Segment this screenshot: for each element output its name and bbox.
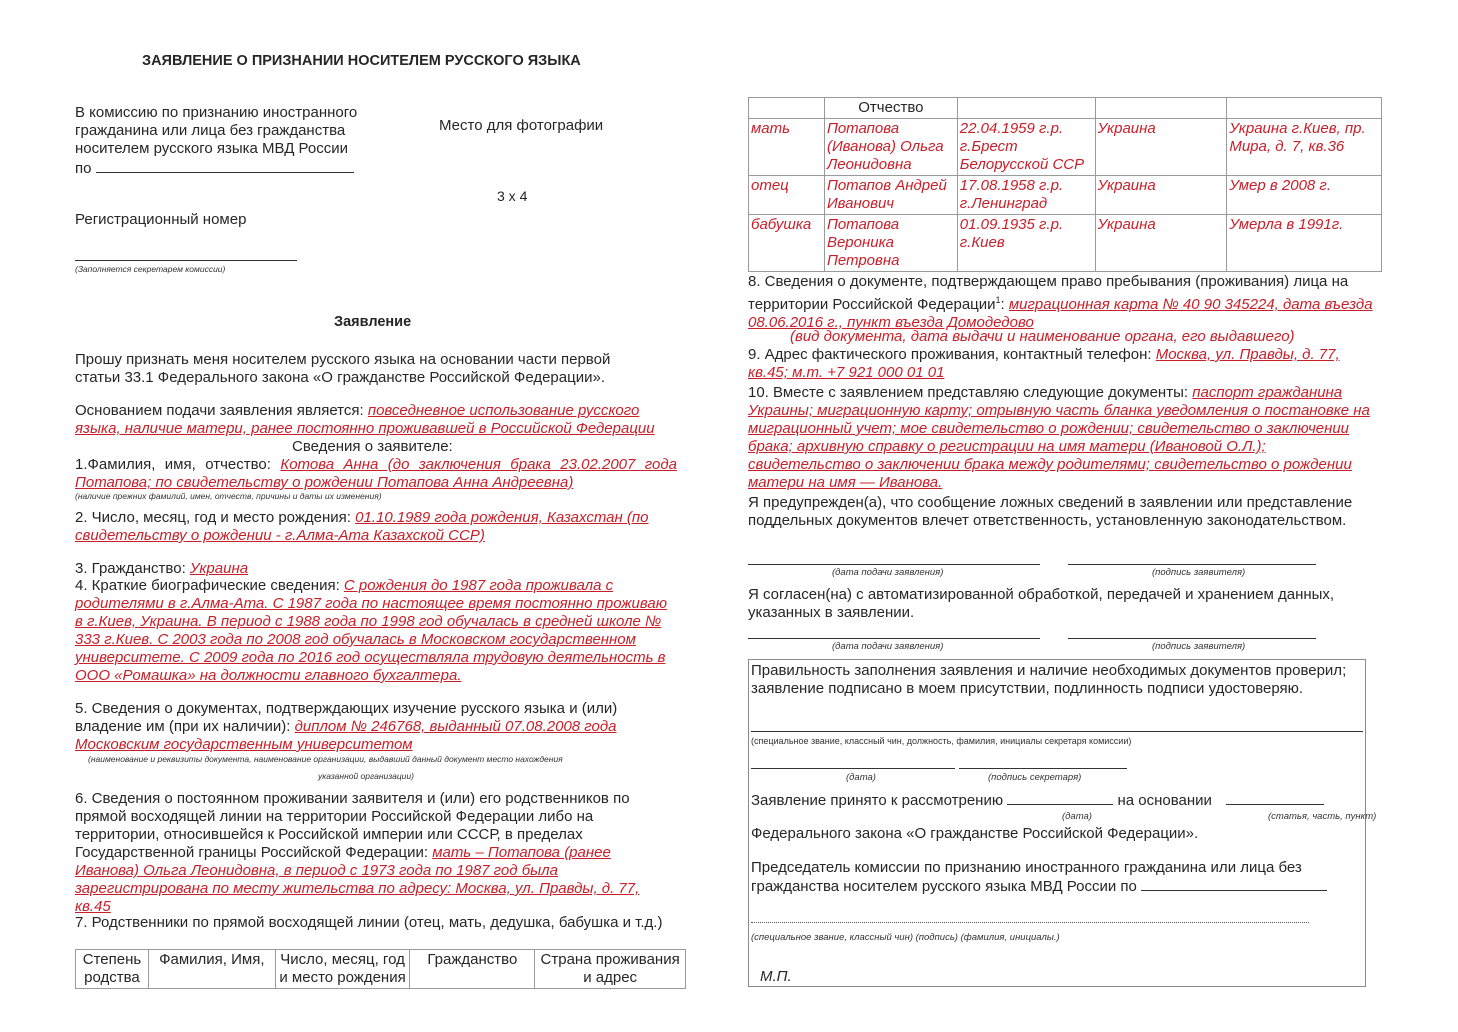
seal-placeholder: М.П.	[760, 968, 792, 985]
q10-block: 10. Вместе с заявлением представляю следующие документы: паспорт гражданина Украины; миграционную карту; отрывную часть бланка уведомления о постановке на миграционный учет; мое свидетельство о рождении; свидетельство о заключении брака; архивную справку о регистрации на имя матери (Ивановой О.Л.); свидетельство о заключении брака между родителями; свидетельство о рождении матери на имя — Иванова.	[748, 384, 1370, 491]
q5-block: 5. Сведения о документах, подтверждающих изучение русского языка и (или) владение им (при их наличии): диплом № 246768, выданный 07.08.2008 года Московским государственным университетом	[75, 700, 618, 753]
q10-value: паспорт гражданина Украины; миграционную карту; отрывную часть бланка уведомления о постановке на миграционный учет; мое свидетельство о рождении; свидетельство о заключении брака; архивную справку о регистрации на имя матери (Ивановой О.Л.); свидетельство о заключении брака между родителями; свидетельство о рождении матери на имя — Иванова.	[748, 384, 1370, 491]
secretary-date-field[interactable]	[751, 756, 955, 769]
cell-citizenship: Украина	[1095, 215, 1227, 272]
cell-name: Потапова Вероника Петровна	[824, 215, 957, 272]
relatives-table	[748, 97, 1382, 272]
basis-value: повседневное использование русского языка, наличие матери, ранее постоянно проживавшей в Российской Федерации	[75, 402, 655, 437]
accepted-article-note: (статья, часть, пункт)	[1268, 811, 1377, 822]
table-row	[749, 98, 1382, 119]
q5-value: диплом № 246768, выданный 07.08.2008 года Московским государственным университетом	[75, 718, 617, 753]
q2-block: 2. Число, месяц, год и место рождения: 01.10.1989 года рождения, Казахстан (по свидетельству о рождении - г.Алма-Ата Казахской ССР)	[75, 509, 649, 544]
chairman-block: Председатель комиссии по признанию иностранного гражданина или лица без гражданства носителем русского языка МВД России по	[751, 859, 1361, 896]
verification-text: Правильность заполнения заявления и наличие необходимых документов проверил; заявление подписано в моем присутствии, подлинность подписи удостоверяю.	[751, 662, 1347, 697]
table-header-row	[76, 950, 686, 989]
q1-block: 1.Фамилия, имя, отчество: Котова Анна (до заключения брака 23.02.2007 года Потапова; по свидетельству о рождении Потапова Анна Андреевна)	[75, 456, 677, 491]
warning-text: Я предупрежден(а), что сообщение ложных сведений в заявлении или представление поддельных документов влечет ответственность, установленную законодательством.	[748, 494, 1353, 529]
photo-size: 3 x 4	[497, 188, 528, 204]
table-row	[749, 176, 1382, 215]
date-note: (дата подачи заявления)	[832, 641, 944, 652]
q5-note2: указанной организации)	[318, 771, 414, 781]
cell-citizenship: Украина	[1095, 119, 1227, 176]
accepted-line: Заявление принято к рассмотрению на основании	[751, 791, 1363, 810]
submission-date-field[interactable]	[748, 552, 1040, 565]
cell-name: Потапов Андрей Иванович	[824, 176, 957, 215]
sign-note: (подпись заявителя)	[1152, 641, 1246, 652]
cell-birth: 17.08.1958 г.р. г.Ленинград	[957, 176, 1095, 215]
cell-address: Умер в 2008 г.	[1227, 176, 1382, 215]
q4-value: С рождения до 1987 года проживала с родителями в г.Алма-Ата. С 1987 года по настоящее время постоянно проживаю в г.Киев, Украина. В период с 1988 года по 1998 год обучалась в средней школе № 333 г.Киев. С 2003 года по 2008 год обучалась в Московском государственном университете. С 2009 года по 2016 год осуществляла трудовую деятельность в ООО «Ромашка» на должности главного бухгалтера.	[75, 577, 667, 684]
consent-signature-field[interactable]	[1068, 626, 1316, 639]
th-country-address: Страна проживания и адрес	[535, 950, 686, 989]
cell-birth: 22.04.1959 г.р. г.Брест Белорусской ССР	[957, 119, 1095, 176]
accepted-date-note: (дата)	[1062, 811, 1092, 822]
accepted-article-field[interactable]	[1226, 791, 1324, 805]
q8-block: 8. Сведения о документе, подтверждающем право пребывания (проживания) лица на территории Российской Федерации$^1$: миграционная карта № 40 90 345224, дата въезда 08.06.2016 г., пункт въезда Домодедово	[748, 273, 1373, 331]
sign-note: (подпись заявителя)	[1152, 567, 1246, 578]
th-relation: Степень родства	[76, 950, 149, 989]
basis-block: Основанием подачи заявления является: повседневное использование русского языка, наличие матери, ранее постоянно проживавшей в Российской Федерации	[75, 402, 655, 437]
q6-value: мать – Потапова (ранее Иванова) Ольга Леонидовна, в период с 1973 года по 1987 год была зарегистрирована по месту жительства по адресу: Москва, ул. Правды, д. 77, кв.45	[75, 844, 640, 915]
applicant-signature-field[interactable]	[1068, 552, 1316, 565]
cell-birth: 01.09.1935 г.р. г.Киев	[957, 215, 1095, 272]
th-patronymic: Отчество	[824, 98, 957, 119]
q9-block: 9. Адрес фактического проживания, контактный телефон: Москва, ул. Правды, д. 77, кв.45; м.т. +7 921 000 01 01	[748, 346, 1340, 381]
q7-label: 7. Родственники по прямой восходящей линии (отец, мать, дедушка, бабушка и т.д.)	[75, 914, 663, 931]
consent-date-field[interactable]	[748, 626, 1040, 639]
consent-text: Я согласен(на) с автоматизированной обработкой, передачей и хранением данных, указанных в заявлении.	[748, 586, 1335, 621]
intro-text: Прошу признать меня носителем русского языка на основании части первой статьи 33.1 Федерального закона «О гражданстве Российской Федерации».	[75, 351, 611, 386]
q1-value: Котова Анна (до заключения брака 23.02.2007 года Потапова; по свидетельству о рождении Потапова Анна Андреевна)	[75, 456, 677, 491]
statement-heading: Заявление	[334, 314, 412, 330]
table-row	[749, 215, 1382, 272]
th-birth: Число, месяц, год и место рождения	[275, 950, 410, 989]
reg-number-field[interactable]	[75, 246, 297, 261]
cell-relation: бабушка	[749, 215, 825, 272]
q8-value: миграционная карта № 40 90 345224, дата въезда 08.06.2016 г., пункт въезда Домодедово	[748, 296, 1373, 331]
chairman-signature-field[interactable]	[751, 912, 1309, 923]
federal-law-text: Федерального закона «О гражданстве Российской Федерации».	[751, 825, 1199, 842]
cell-relation: мать	[749, 119, 825, 176]
cell-name: Потапова (Иванова) Ольга Леонидовна	[824, 119, 957, 176]
reg-note: (Заполняется секретарем комиссии)	[75, 264, 226, 274]
accepted-date-field[interactable]	[1007, 791, 1113, 805]
th-citizenship: Гражданство	[410, 950, 535, 989]
cell-relation: отец	[749, 176, 825, 215]
q6-block: 6. Сведения о постоянном проживании заявителя и (или) его родственников по прямой восходящей линии на территории Российской Федерации либо на территории, относившейся к Российской империи или СССР, в пределах Государственной границы Российской Федерации: мать – Потапова (ранее Иванова) Ольга Леонидовна, в период с 1973 года по 1987 год была зарегистрирована по месту жительства по адресу: Москва, ул. Правды, д. 77, кв.45	[75, 790, 640, 915]
secretary-info-field[interactable]	[751, 719, 1363, 732]
q9-value: Москва, ул. Правды, д. 77, кв.45; м.т. +7 921 000 01 01	[748, 346, 1340, 381]
q8-note: (вид документа, дата выдачи и наименование органа, его выдавшего)	[790, 328, 1295, 345]
secretary-date-note: (дата)	[846, 772, 876, 783]
photo-label: Место для фотографии	[439, 117, 604, 134]
cell-citizenship: Украина	[1095, 176, 1227, 215]
q5-note1: (наименование и реквизиты документа, наименование организации, выдавший данный документ место нахождения	[88, 754, 563, 764]
date-note: (дата подачи заявления)	[832, 567, 944, 578]
applicant-info-heading: Сведения о заявителе:	[292, 438, 453, 455]
q2-value: 01.10.1989 года рождения, Казахстан (по свидетельству о рождении - г.Алма-Ата Казахской ССР)	[75, 509, 649, 544]
q3-block: 3. Гражданство: Украина	[75, 560, 249, 577]
cell-address: Умерла в 1991г.	[1227, 215, 1382, 272]
secretary-sign-note: (подпись секретаря)	[988, 772, 1082, 783]
q4-block: 4. Краткие биографические сведения: С рождения до 1987 года проживала с родителями в г.Алма-Ата. С 1987 года по настоящее время постоянно проживаю в г.Киев, Украина. В период с 1988 года по 1998 год обучалась в средней школе № 333 г.Киев. С 2003 года по 2008 год обучалась в Московском государственном университете. С 2009 года по 2016 год осуществляла трудовую деятельность в ООО «Ромашка» на должности главного бухгалтера.	[75, 577, 667, 684]
th-name: Фамилия, Имя,	[148, 950, 275, 989]
table-row	[749, 119, 1382, 176]
relatives-table-header	[75, 949, 686, 989]
q1-note: (наличие прежних фамилий, имен, отчеств, причины и даты их изменения)	[75, 491, 382, 501]
document-title: ЗАЯВЛЕНИЕ О ПРИЗНАНИИ НОСИТЕЛЕМ РУССКОГО ЯЗЫКА	[142, 53, 581, 69]
secretary-info-note: (специальное звание, классный чин, должность, фамилия, инициалы секретаря комиссии)	[751, 736, 1132, 746]
chairman-region-field[interactable]	[1141, 877, 1327, 891]
cell-address: Украина г.Киев, пр. Мира, д. 7, кв.36	[1227, 119, 1382, 176]
addressee-block: В комиссию по признанию иностранного гражданина или лица без гражданства носителем русского языка МВД России по	[75, 104, 358, 177]
secretary-signature-field[interactable]	[959, 756, 1127, 769]
q3-value: Украина	[189, 560, 249, 577]
addressee-field[interactable]	[96, 158, 354, 173]
chairman-note: (специальное звание, классный чин) (подпись) (фамилия, инициалы.)	[751, 932, 1060, 943]
reg-number-label: Регистрационный номер	[75, 211, 247, 228]
